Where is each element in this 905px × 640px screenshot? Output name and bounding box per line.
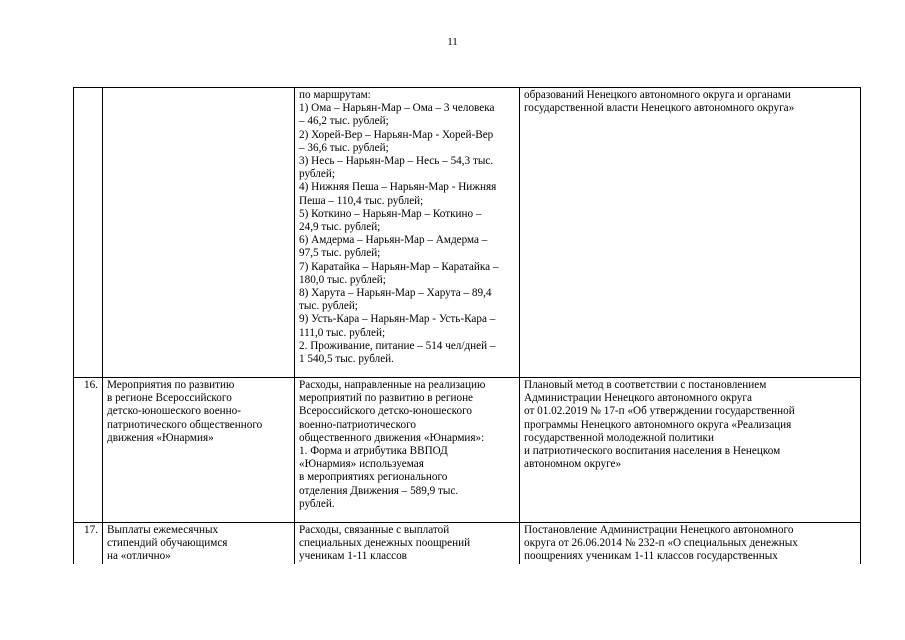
- text-line: Плановый метод в соответствии с постановлением: [524, 379, 767, 391]
- text-line: округа от 26.06.2014 № 232-п «О специальных денежных: [524, 537, 798, 550]
- text-line: 8) Харута – Нарьян-Мар – Харута – 89,4: [299, 287, 492, 300]
- text-line: 3) Несь – Нарьян-Мар – Несь – 54,3 тыс.: [299, 155, 494, 168]
- text-line: 9) Усть-Кара – Нарьян-Мар - Усть-Кара –: [299, 313, 496, 326]
- text-line: военно-патриотического: [299, 418, 416, 431]
- text-line: 1 540,5 тыс. рублей.: [299, 353, 394, 366]
- text-line: Мероприятия по развитию: [107, 379, 235, 391]
- text-line: на «отлично»: [107, 550, 171, 563]
- text-line: Расходы, связанные с выплатой: [299, 524, 450, 536]
- event-name-cell: [103, 88, 295, 378]
- text-line: детско-юношеского военно-: [107, 405, 241, 418]
- text-line: – 46,2 тыс. рублей;: [299, 115, 389, 128]
- text-line: от 01.02.2019 № 17-п «Об утверждении государственной: [524, 405, 795, 418]
- text-line: Постановление Администрации Ненецкого автономного: [524, 524, 794, 536]
- text-line: 1) Ома – Нарьян-Мар – Ома – 3 человека: [299, 102, 495, 115]
- text-line: патриотического общественного: [107, 418, 263, 431]
- text-line: – 36,6 тыс. рублей;: [299, 141, 389, 154]
- expenses-cell: [295, 378, 520, 523]
- text-line: рублей.: [299, 497, 335, 510]
- text-line: 7) Каратайка – Нарьян-Мар – Каратайка –: [299, 260, 499, 273]
- text-line: государственной молодежной политики: [524, 431, 714, 444]
- text-line: 2. Проживание, питание – 514 чел/дней –: [299, 339, 496, 352]
- text-line: программы Ненецкого автономного округа «Реализация: [524, 418, 792, 431]
- text-line: отделения Движения – 589,9 тыс.: [299, 484, 459, 497]
- text-line: Пеша – 110,4 тыс. рублей;: [299, 194, 424, 207]
- basis-cell: [520, 523, 861, 564]
- text-line: движения «Юнармия»: [107, 431, 214, 444]
- event-name-cell: [103, 378, 295, 523]
- text-line: в мероприятиях регионального: [299, 471, 448, 484]
- text-line: «Юнармия» используемая: [299, 458, 424, 471]
- text-line: 2) Хорей-Вер – Нарьян-Мар - Хорей-Вер: [299, 128, 494, 141]
- text-line: образований Ненецкого автономного округа и органами: [524, 89, 791, 101]
- text-line: 1. Форма и атрибутика ВВПОД: [299, 445, 448, 458]
- text-line: мероприятий по развитию в регионе: [299, 392, 474, 405]
- expenses-cell: [295, 88, 520, 378]
- text-line: Расходы, направленные на реализацию: [299, 379, 486, 391]
- text-line: государственной власти Ненецкого автономного округа»: [524, 102, 795, 115]
- document-table: [73, 87, 861, 564]
- text-line: 111,0 тыс. рублей;: [299, 326, 386, 339]
- text-line: и патриотического воспитания населения в Ненецком: [524, 445, 781, 458]
- text-line: рублей;: [299, 168, 335, 181]
- table-row: [74, 523, 861, 564]
- text-line: 4) Нижняя Пеша – Нарьян-Мар - Нижняя: [299, 181, 497, 194]
- text-line: 5) Коткино – Нарьян-Мар – Коткино –: [299, 207, 482, 220]
- text-line: автономном округе»: [524, 458, 622, 471]
- table-row: [74, 88, 861, 378]
- text-line: Администрации Ненецкого автономного округа: [524, 392, 752, 405]
- text-line: 24,9 тыс. рублей;: [299, 221, 381, 234]
- page-number: 11: [447, 36, 458, 48]
- expenses-cell: [295, 523, 520, 564]
- event-name-cell: [103, 523, 295, 564]
- text-line: в регионе Всероссийского: [107, 392, 232, 405]
- text-line: общественного движения «Юнармия»:: [299, 431, 485, 444]
- basis-cell: [520, 88, 861, 378]
- text-line: тыс. рублей;: [299, 300, 358, 313]
- text-line: ученикам 1-11 классов: [299, 550, 407, 563]
- text-line: 180,0 тыс. рублей;: [299, 273, 386, 286]
- text-line: Выплаты ежемесячных: [107, 524, 219, 536]
- text-line: поощрениях ученикам 1-11 классов государственных: [524, 550, 778, 563]
- row-number-cell: 17.: [74, 523, 103, 564]
- basis-cell: [520, 378, 861, 523]
- text-line: Всероссийского детско-юношеского: [299, 405, 472, 418]
- text-line: 6) Амдерма – Нарьян-Мар – Амдерма –: [299, 234, 488, 247]
- text-line: специальных денежных поощрений: [299, 537, 471, 550]
- text-line: 97,5 тыс. рублей;: [299, 247, 381, 260]
- text-line: по маршрутам:: [299, 89, 371, 101]
- table-row: [74, 378, 861, 523]
- text-line: стипендий обучающимся: [107, 537, 228, 550]
- row-number-cell: [74, 88, 103, 378]
- row-number-cell: 16.: [74, 378, 103, 523]
